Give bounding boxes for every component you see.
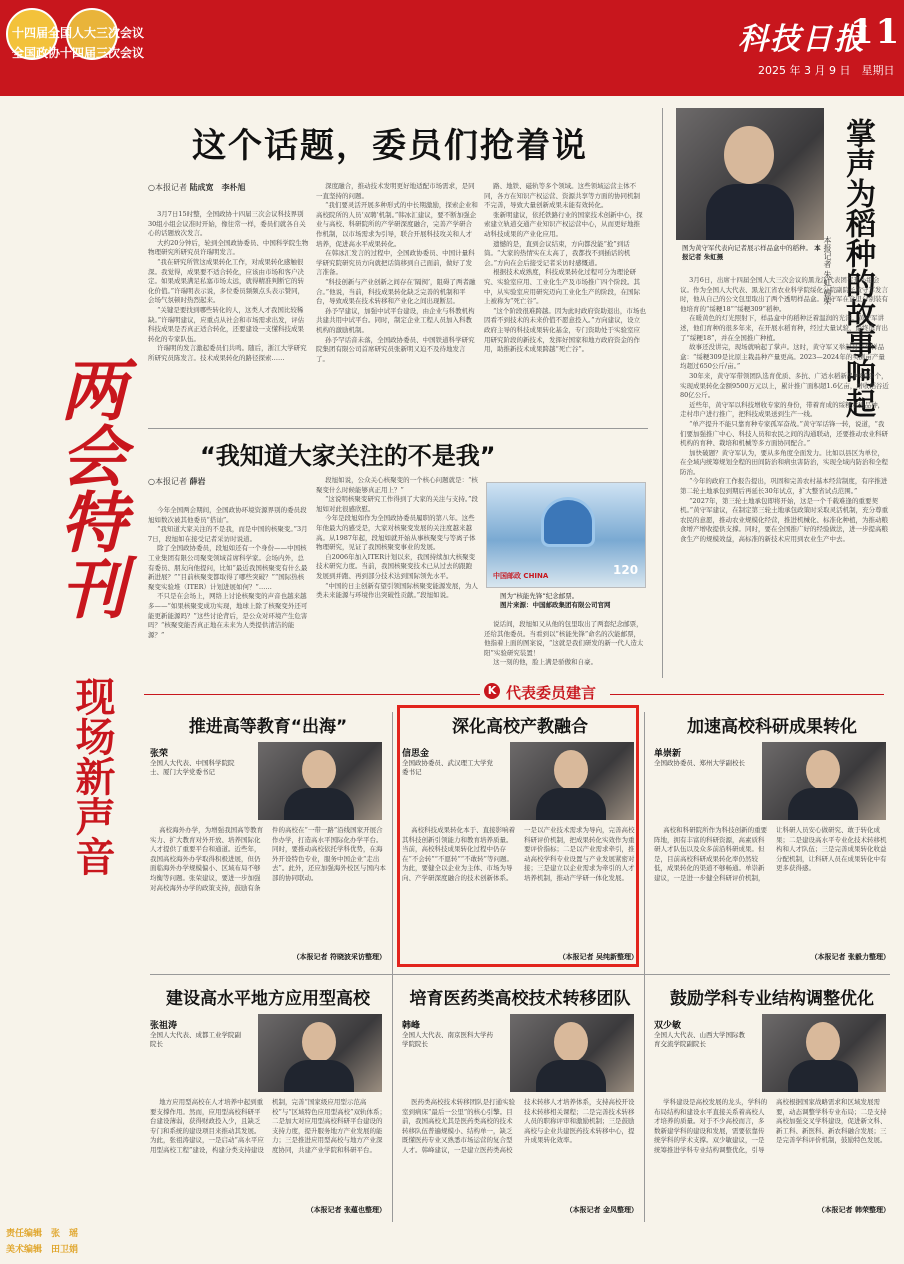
proposal-body: [654, 1098, 890, 1203]
paragraph: 自2006年加入ITER计划以来，我国持续加大核聚变技术研究力度。当前，我国核聚变技术已从过去的跟跑发展到并跑、再到部分技术达到国际领先水平。: [316, 552, 476, 580]
paragraph: 医药类高校技术转移团队是打通实验室到病床“最后一公里”的核心引擎。目前，我国高校尤其是医药类高校的技术转移队伍普遍规模小、结构单一，缺乏既懂医药专业又熟悉市场运营的复合型人才。韩峰建议，一是建立医药类高校技术转移人才培养体系，支持高校开设技术转移相关课程；二是完善技术转移人员的职称评审和激励机制；三是鼓励高校与企业共建医药技术转移中心，提升成果转化效率。: [402, 1098, 635, 1154]
rep-name: 张荣: [150, 749, 169, 759]
rep-title: 全国政协委员、郑州大学副校长: [654, 759, 745, 767]
suit-shape: [788, 788, 858, 820]
lead-column-3: [484, 182, 646, 425]
rice-byline: 本报记者 朱虹 韩荣: [823, 236, 832, 306]
second-column-1: [148, 506, 310, 670]
paragraph: 地方应用型高校在人才培养中起到重要支撑作用。然而，应用型高校科研平台建设薄弱，获得财政投入少，且缺乏专门和系统的建设项目来推动其发展。为此，张祖涛建议，一是启动“高水平应用型高校工程”建设，构建分类支持建设机制，完善“国家级应用型示范高校”与“区域特色应用型高校”双轨体系；二是加大对应用型高校科研平台建设的支持力度，提升服务地方产业发展的能力；三是推进应用型高校与地方产业深度协同，共建产业学院和科研平台。: [150, 1098, 386, 1154]
paragraph: 今年是段旭如作为全国政协委员履职的第八年。这些年他最大的感受是，大家对核聚变发展的关注度越来越高。从1987年起，段旭如就开始从事核聚变与等离子体物理研究，见证了我国核聚变事业的发展。: [316, 514, 476, 552]
proposal-credit: （本报记者 符晓波采访整理）: [292, 953, 386, 961]
rep-name: 信思金: [402, 749, 430, 759]
proposal-title: 深化高校产教融合: [452, 717, 588, 737]
paragraph: 根据技术成熟度，科技成果转化过程可分为理论研究、实验室应用、工业化生产及市场推广四个阶段。其中，从实验室应用研究迈向工业化生产的阶段，在国际上被称为“死亡谷”。: [484, 268, 640, 306]
k-logo-icon: K: [484, 683, 500, 699]
paragraph: 不只是在会场上，网络上讨论核聚变的声音也越来越多——“如果核聚变成功实现，地球上除了核聚变外还可能更新能源吗？”这些讨论背后，是公众对环境产生危害吗？“核聚变能否真正地在未来为人类提供清洁的能源？”: [148, 592, 308, 639]
byline-author: 薛岩: [189, 477, 206, 486]
column-divider: [644, 712, 645, 1222]
paragraph: “我们要灵活开展多种形式的中长期激励，探索企业和高校院所的人员‘双聘’机制。”韩冰汇建议，要不断加强企业与高校、科研院所的产学研深度融合，完善产学研合作机制，以市场需求为引导，联合开展科技攻关和人才培养，促进高水平成果转化。: [316, 201, 478, 248]
row-divider: [150, 974, 890, 975]
stamp-caption-credit: 图片来源：中国邮政集团有限公司官网: [500, 601, 611, 609]
rep-photo: [258, 742, 382, 820]
face-shape: [724, 126, 774, 184]
paragraph: 故事还没讲完，现场就响起了掌声。这时，黄守军又举起另一个样品盒：“绥粳309是比原主栽品种产量更高。2023—2024年的实测亩产量均超过650公斤/亩。”: [680, 343, 885, 371]
paragraph: 加快破题？黄守军认为，要从多角度全面发力。比如以县区为单位，在全域内统筹规划全程的田间防治和病虫害防治，实现全域内防治和全程防治。: [680, 448, 888, 476]
proposal-author: [150, 1018, 242, 1049]
proposal-credit: （本报记者 金凤整理）: [565, 1206, 638, 1214]
rep-title: 全国政协委员、武汉理工大学党委书记: [402, 759, 493, 776]
masthead-bar: [0, 0, 904, 96]
paragraph: 段旭如说，公众关心核聚变的一个核心问题就是：“核聚变什么时候能够真正用上？”: [316, 476, 478, 494]
paragraph: 这一刻的他，脸上满是骄傲和自豪。: [493, 658, 598, 667]
issue-date: 2025 年 3 月 9 日 星期日: [758, 64, 895, 77]
proposal-credit: （本报记者 吴纯新整理）: [558, 953, 638, 961]
face-shape: [554, 1022, 588, 1062]
second-byline: ○本报记者 薛岩: [148, 477, 206, 486]
byline-authors: 陆成宽 李朴旭: [189, 183, 246, 192]
face-shape: [302, 1022, 336, 1062]
section-banner: [480, 680, 610, 704]
proposal-body: [150, 826, 386, 950]
proposal-author: [402, 1018, 494, 1049]
lead-byline: ○本报记者 陆成宽 李朴旭: [148, 183, 246, 192]
paper-name: 科技日报: [738, 22, 866, 57]
rep-title: 全国人大代表、山西大学国际教育交流学院副院长: [654, 1031, 745, 1048]
paragraph: “2027年，第三轮土地承包即将开始，这是一个千载难逢的重要契机。”黄守军建议，在制定第三轮土地承包政策时采取灵活机制，充分尊重农民的意愿，推动农业规模化经营，推进机械化、标准化种植，为推动粮食增产增收提供支撑。同时，要在全国推广好的经验做法，进一步提高粮食生产的规模效益，高标准的新技术应用到农业生产中去。: [680, 496, 889, 544]
face-shape: [806, 1022, 840, 1062]
fusion-device-icon: [541, 497, 595, 547]
proposal-title: 加速高校科研成果转化: [687, 717, 857, 737]
proposal-credit: （本报记者 韩荣整理）: [817, 1206, 890, 1214]
paragraph: 高校科技成果转化本于、直接影响着其科技创新引领能力和教育培养质量。当前，高校科技成果转化过程中仍存在“不会转”“不愿转”“不敢转”等问题。为此，要健全以企业为主体、市场为导向、产学研深度融合的技术创新体系。一是以产业技术需求为导向，完善高校科研评价机制，把成果转化实效作为重要评价指标；二是以产业需求牵引，推动高校学科专业设置与产业发展紧密对接；三是建立以企业需求为牵引的人才培养机制，推动产学研一体化发展。: [402, 826, 635, 882]
rep-photo: [510, 1014, 634, 1092]
proposal-block: [402, 984, 638, 1219]
rep-name: 韩峰: [402, 1021, 421, 1031]
paragraph: “今年的政府工作报告提出，巩固和完善农村基本经营制度，有序推进第二轮土地承包到期后再延长30年试点，扩大整省试点范围。”: [680, 477, 888, 496]
face-shape: [806, 750, 840, 790]
paragraph: “科技创新与产业创新之间存在‘隔阂’，阻碍了两者融合。”他说，当前，科技成果转化缺乏完善的机制和平台，导致成果在技术转移和产业化之间出现断层。: [316, 277, 476, 306]
portrait-caption: [682, 244, 822, 262]
paragraph: 今年全国两会期间，全国政协环境资源界别的委员段旭如数次被其他委员“搭讪”。: [148, 506, 307, 524]
suit-shape: [284, 1060, 354, 1092]
paragraph: “中国的日主创新有望引领国际核聚变能源发展，为人类未来能源与环境作出突破性贡献。”段旭如说。: [316, 581, 478, 600]
special-issue-subtitle: 现场新声音: [69, 676, 115, 876]
suit-shape: [284, 788, 354, 820]
second-headline: “我知道大家关注的不是我”: [200, 442, 496, 470]
proposal-title: 推进高等教育“出海”: [188, 717, 348, 737]
proposal-author: [654, 746, 746, 768]
paragraph: 高校海外办学，为增强我国高等教育实力、扩大教育对外开放、培养国际化人才提供了重要平台和通道。近些年，我国高校海外办学取得积极进展，但仍面临海外办学规模偏小、区域布局不够均衡等问题。张荣建议，要进一步加强对高校海外办学的政策支持，鼓励有条件的高校在“一带一路”沿线国家开展合作办学，打造高水平国际化办学平台。同时，要推动高校依托学科优势，在海外开设特色专业，服务中国企业“走出去”。此外，还应加强海外校区与国内本部的协同联动。: [150, 826, 386, 892]
section-divider: [148, 428, 648, 429]
paragraph: 在暖黄色的灯光照射下，样品盒中的稻种泛着温润的光泽。黄守军讲述，他们育种的很多年来，在开展水稻育种，经过大量试验，最终选育出了“绥粳18”，并在全国推广种植。: [680, 314, 888, 342]
session-line-2: 全国政协十四届三次会议: [12, 46, 145, 60]
paragraph: 路、地铁、磁轨等多个领域。这些领域运营主体不同，各方在知识产权运营、资源共享等方面的协同机制不完善，导致大量创新成果未能有效转化。: [484, 182, 640, 210]
proposal-block: [654, 712, 890, 966]
special-issue-title: 两会特刊: [49, 356, 127, 620]
lead-column-1: [148, 210, 310, 425]
rep-title: 全国人大代表、中国科学院院士、厦门大学党委书记: [150, 759, 235, 776]
proposal-author: [654, 1018, 746, 1049]
paragraph: 3月6日，出席十四届全国人大三次会议的黑龙江代表团召开小组会议。作为全国人大代表、黑龙江省农业科学院绥化分院副院长黄守军发言时，他从自己的公文包里取出了两个透明样品盒。黄守军在盒里分别装有他培育的“绥粳18”“绥粳309”稻种。: [680, 276, 888, 313]
proposal-title: 鼓励学科专业结构调整优化: [670, 989, 874, 1009]
proposal-title: 培育医药类高校技术转移团队: [409, 989, 631, 1009]
delegate-portrait-photo: [676, 108, 824, 240]
paragraph: 近些年，黄守军以科技增收专家的身份，带着育成的绥粳水稻品种，走村串户进行推广，把科技成果送到生产一线。: [680, 400, 885, 419]
paragraph: “我在研究所管这成果转化工作，对成果转化感触很深。我觉得，成果要不适合转化，应该由市场和客户决定。如果成果满足私塞市场太远，就得精准判断它的转化价值。”许瑞明表示说，多位委员频频点头表示赞同，会场气氛顿时热烈起来。: [148, 257, 305, 305]
rep-title: 全国人大代表、南京医科大学药学院院长: [402, 1031, 493, 1048]
proposal-title: 建设高水平地方应用型高校: [166, 989, 370, 1009]
byline-prefix: 本报记者: [154, 477, 187, 486]
proposal-body: [150, 1098, 386, 1203]
paragraph: 30年来，黄守军带领团队选育优质、多抗、广适水稻新品种80余个，实现成果转化金额9500万元以上，累计推广面积超1.6亿亩，增收稻谷近80亿公斤。: [680, 371, 889, 400]
stamp-brand: 中国邮政 CHINA: [493, 572, 549, 580]
paragraph: 除了全国政协委员，段旭如还有一个身份——中国核工业集团有限公司聚变领域首席科学家。会场内外，总有委员、朋友向他提问，比如“最近我国核聚变有什么最新进展？”“目前核聚变都取得了哪些突破？”“国际热核聚变实验堆（ITER）计划进展如何？”……: [148, 544, 308, 591]
suit-shape: [706, 184, 794, 240]
proposal-credit: （本报记者 张蕴也整理）: [306, 1206, 386, 1214]
proposal-author: [150, 746, 242, 777]
session-line-1: 十四届全国人大三次会议: [12, 26, 145, 40]
lead-headline: 这个话题，委员们抢着说: [192, 126, 588, 166]
paragraph: 大约20分钟后，轮到全国政协委员、中国科学院生物物理研究所研究员许瑞明发言。: [148, 238, 309, 257]
commemorative-stamp-image: [486, 482, 646, 588]
proposal-block: [150, 712, 386, 966]
paragraph: 孙予罕建议，加强中试平台建设，由企业与科教机构共建共用中试平台。同时，制定企业工程人员加入科教机构的激励机制。: [316, 306, 475, 334]
rep-title: 全国人大代表、成都工业学院副院长: [150, 1031, 241, 1048]
paragraph: 深度融合，推动技术发明更好地适配市场需求，是同一直坚持的问题。: [316, 182, 475, 200]
rep-photo: [762, 742, 886, 820]
proposal-credit: （本报记者 张毅力整理）: [810, 953, 890, 961]
highlighted-proposal-frame: [397, 705, 639, 967]
paragraph: “这说明核聚变研究工作得到了大家的关注与支持。”段旭如对此很感欣慰。: [316, 495, 478, 513]
paragraph: 在韩冰汇发言的过程中，全国政协委员、中国计量科学研究院研究员方向就把话筒移到自己面前，做好了发言准备。: [316, 249, 475, 277]
face-shape: [302, 750, 336, 790]
rep-photo: [762, 1014, 886, 1092]
rep-name: 单崇新: [654, 749, 682, 759]
rice-headline: 掌声为稻种的故事响起: [840, 118, 875, 418]
section-banner-label: 代表委员建言: [506, 684, 597, 702]
portrait-caption-credit: 本报记者 朱虹摄: [682, 244, 821, 261]
stamp-value: 120: [613, 563, 639, 577]
paragraph: 高校和科研院所作为科技创新的重要阵地，拥有丰富的科研资源，高素质科研人才队伍以及众多前沿科研成果。但是，目前高校科研成果转化率仍然较低，成果转化的渠道不够畅通。单崇新建议，一是进一步健全科研评价机制，让科研人员安心做研究、敢于转化成果；二是建设高水平专业化技术转移机构和人才队伍；三是完善成果转化收益分配机制，让科研人员在成果转化中有更多获得感。: [654, 826, 887, 882]
stamp-caption: [500, 592, 646, 610]
paragraph: 张新明建议，依托铁路行业的国家技术创新中心，探索建立轨道交通产业知识产权运营中心，从而更好地推动科技成果的产业化应用。: [484, 210, 643, 238]
footer-designer: 美术编辑 田卫娟: [6, 1245, 79, 1255]
proposal-block: [150, 984, 386, 1219]
stamp-caption-text: 图为“核能先锋”纪念邮票。: [500, 592, 579, 600]
second-column-2: [316, 476, 478, 670]
rep-name: 张祖涛: [150, 1021, 178, 1031]
paragraph: 3月7日15时整，全国政协十四届三次会议科技界别30组小组会议准时开始，像往常一样，委员们就各自关心的话题放次发言。: [148, 210, 306, 238]
suit-shape: [536, 1060, 606, 1092]
footer-editor: 责任编辑 张 瑶: [6, 1229, 79, 1239]
paragraph: 许瑞明的发言激起委员们共鸣。随后，浙江大学研究所研究员陈发言。技术成果转化的路径探索……: [148, 344, 307, 362]
rep-name: 双少敏: [654, 1021, 682, 1031]
paragraph: 遗憾的是，直到会议结束，方向都没能“抢”到话筒。“大家的热情实在太高了，我都找不到插话的机会。”方向在会后接受记者采访时感慨道。: [484, 239, 631, 267]
suit-shape: [788, 1060, 858, 1092]
rice-body: [680, 276, 890, 688]
second-column-3: [484, 620, 646, 670]
lead-column-2: [316, 182, 478, 425]
paragraph: “这个阶段很难跨越。因为此时政府资助退出，市场也因看不到技术的未来价值不愿意投入。”方向建议，设立政府主导的科技成果转化基金，专门资助处于实验室应用研究阶段的新技术，发挥好国家和地方政府资金的作用，助推新技术成果跨越“死亡谷”。: [484, 306, 646, 354]
paragraph: 孙予罕话音未落，全国政协委员、中国铁道科学研究院集团有限公司首席研究员张新明又迫不及待地发言了。: [316, 335, 475, 363]
paragraph: “单产提升不能只靠育种专家孤军奋战。”黄守军话锋一转，说道，“我们要加强推广中心、科技人员和农民之间的沟通联动，还要推动农业科研机构的育种、栽培和机械等多方面协同配合。”: [680, 419, 888, 448]
portrait-caption-text: 图为黄守军代表向记者展示样品盒中的稻种。: [682, 244, 812, 252]
proposal-body: [402, 1098, 638, 1203]
paragraph: “关键是要找到哪些转化的人，这类人才我国比较稀缺。”许瑞明建议，应重点从社会和市场需求出发，评估科技成果是否真正适合转化，还要建设一支懂科技成果转化的专家队伍。: [148, 305, 305, 343]
byline-prefix: 本报记者: [154, 183, 187, 192]
paragraph: 说话间，段旭如又从他的包里取出了两套纪念邮票，还给其他委员。当看到以“核能先锋”命名的次能邮票，他指着上面的图案说，“这就是我们研发的新一代人造太阳”实验研究装置！: [484, 620, 644, 657]
proposal-body: [654, 826, 890, 950]
proposal-block: [654, 984, 890, 1219]
rep-photo: [258, 1014, 382, 1092]
column-divider: [662, 108, 663, 678]
column-divider: [392, 712, 393, 1222]
paragraph: “我知道大家关注的不是我，而是中国的核聚变。”3月7日，段旭如在接受记者采访时说道。: [148, 525, 308, 543]
paragraph: 学科建设是高校发展的龙头，学科的布局结构和建设水平直接关系着高校人才培养的质量。对于不少高校而言，多数新建学科的建设和发展，需要依靠传统学科的学术支撑。双少敏建议，一是统筹推进学科专业结构调整优化，引导高校根据国家战略需求和区域发展需要，动态调整学科专业布局；二是支持高校加强交叉学科建设，促进新文科、新工科、新医科、新农科融合发展；三是完善学科评价机制，鼓励特色发展。: [654, 1098, 887, 1154]
page-number: 11: [850, 12, 902, 52]
